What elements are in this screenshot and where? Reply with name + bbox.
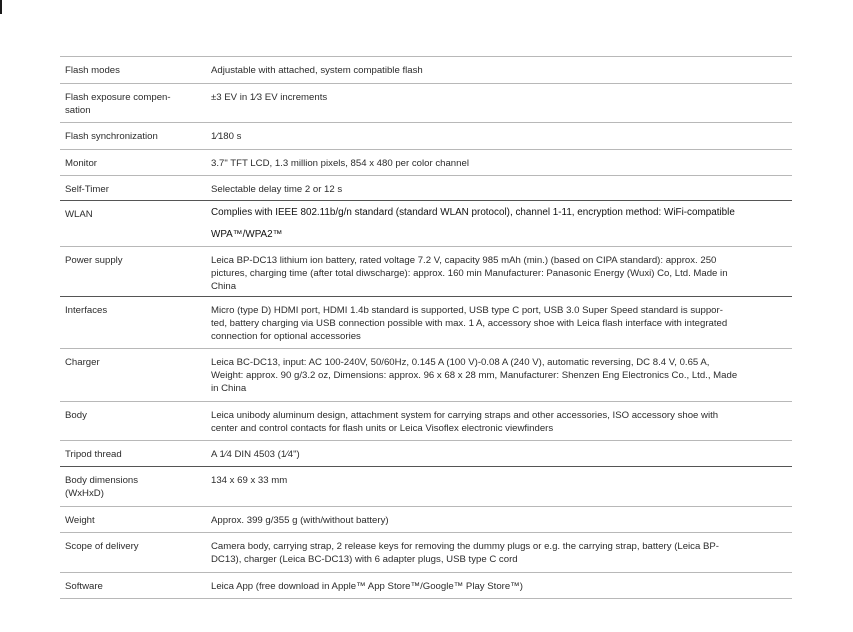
spec-value: Leica BP-DC13 lithium ion battery, rated voltage 7.2 V, capacity 985 mAh (min.) (based on CIPA standard): approx. 250 pictures, charging time (after total diwscharge): approx. 160 min Manufacturer: Panasonic Energy (Wuxi) Co, Ltd. Made in China — [211, 255, 728, 292]
spec-table — [60, 56, 792, 599]
spec-row-wlan — [60, 201, 792, 247]
spec-label: Body — [65, 410, 87, 421]
spec-label: Charger — [65, 357, 100, 368]
spec-label: Power supply — [65, 255, 123, 266]
page-edge-mark — [0, 0, 2, 14]
spec-row-weight — [60, 507, 792, 533]
spec-row-body-dimensions — [60, 467, 792, 507]
spec-value: Adjustable with attached, system compatible flash — [211, 65, 423, 76]
spec-row-charger — [60, 349, 792, 402]
spec-label: Software — [65, 581, 103, 592]
spec-label: Scope of delivery — [65, 541, 139, 552]
spec-label: Flash exposure compen- sation — [65, 92, 171, 116]
spec-value: Selectable delay time 2 or 12 s — [211, 184, 343, 195]
spec-row-body — [60, 402, 792, 441]
spec-value: 134 x 69 x 33 mm — [211, 475, 288, 486]
spec-label: Flash synchronization — [65, 131, 158, 142]
spec-label: Body dimensions (WxHxD) — [65, 475, 139, 499]
spec-value: Approx. 399 g/355 g (with/without battery) — [211, 515, 389, 526]
spec-row-software — [60, 573, 792, 599]
spec-value: Camera body, carrying strap, 2 release keys for removing the dummy plugs or e.g. the carrying strap, battery (Leica BP- DC13), charger (Leica BC-DC13) with 6 adapter plugs, USB type C cord — [211, 541, 719, 565]
spec-label: WLAN — [65, 209, 93, 220]
spec-label: Self-Timer — [65, 184, 109, 195]
spec-label: Monitor — [65, 158, 97, 169]
spec-value: Leica unibody aluminum design, attachment system for carrying straps and other accessories, ISO accessory shoe with center and control contacts for flash units or Leica Visoflex electronic viewfinders — [211, 410, 719, 434]
spec-value: Leica BC-DC13, input: AC 100-240V, 50/60Hz, 0.145 A (100 V)-0.08 A (240 V), automatic reversing, DC 8.4 V, 0.65 A, Weight: approx. 90 g/3.2 oz, Dimensions: approx. 96 x 68 x 28 mm, Manufacturer: Shenzen Eng Electronics Co., Ltd., Made in China — [211, 357, 738, 394]
spec-row-flash-exposure-compensation — [60, 84, 792, 123]
spec-row-power-supply — [60, 247, 792, 297]
spec-row-scope-of-delivery — [60, 533, 792, 573]
spec-row-self-timer — [60, 176, 792, 201]
spec-value: 3.7" TFT LCD, 1.3 million pixels, 854 x 480 per color channel — [211, 158, 469, 169]
spec-row-flash-modes — [60, 57, 792, 84]
spec-value: Micro (type D) HDMI port, HDMI 1.4b standard is supported, USB type C port, USB 3.0 Super Speed standard is suppor- ted, battery charging via USB connection possible with max. 1 A, accessory shoe with Leica flash interface with integrated connection for optional accessories — [211, 305, 728, 342]
spec-row-tripod-thread — [60, 441, 792, 467]
spec-label: Weight — [65, 515, 95, 526]
spec-row-monitor — [60, 150, 792, 176]
spec-row-flash-synchronization — [60, 123, 792, 150]
spec-value: 1⁄180 s — [211, 131, 242, 142]
spec-label: Tripod thread — [65, 449, 122, 460]
spec-value: Leica App (free download in Apple™ App Store™/Google™ Play Store™) — [211, 581, 523, 592]
spec-value: A 1⁄4 DIN 4503 (1⁄4") — [211, 449, 300, 460]
spec-row-interfaces — [60, 297, 792, 349]
spec-value: Complies with IEEE 802.11b/g/n standard (standard WLAN protocol), channel 1-11, encryption method: WiFi-compatible WPA™/WPA2™ — [211, 207, 735, 240]
spec-label: Flash modes — [65, 65, 120, 76]
spec-label: Interfaces — [65, 305, 108, 316]
spec-value: ±3 EV in 1⁄3 EV increments — [211, 92, 328, 103]
